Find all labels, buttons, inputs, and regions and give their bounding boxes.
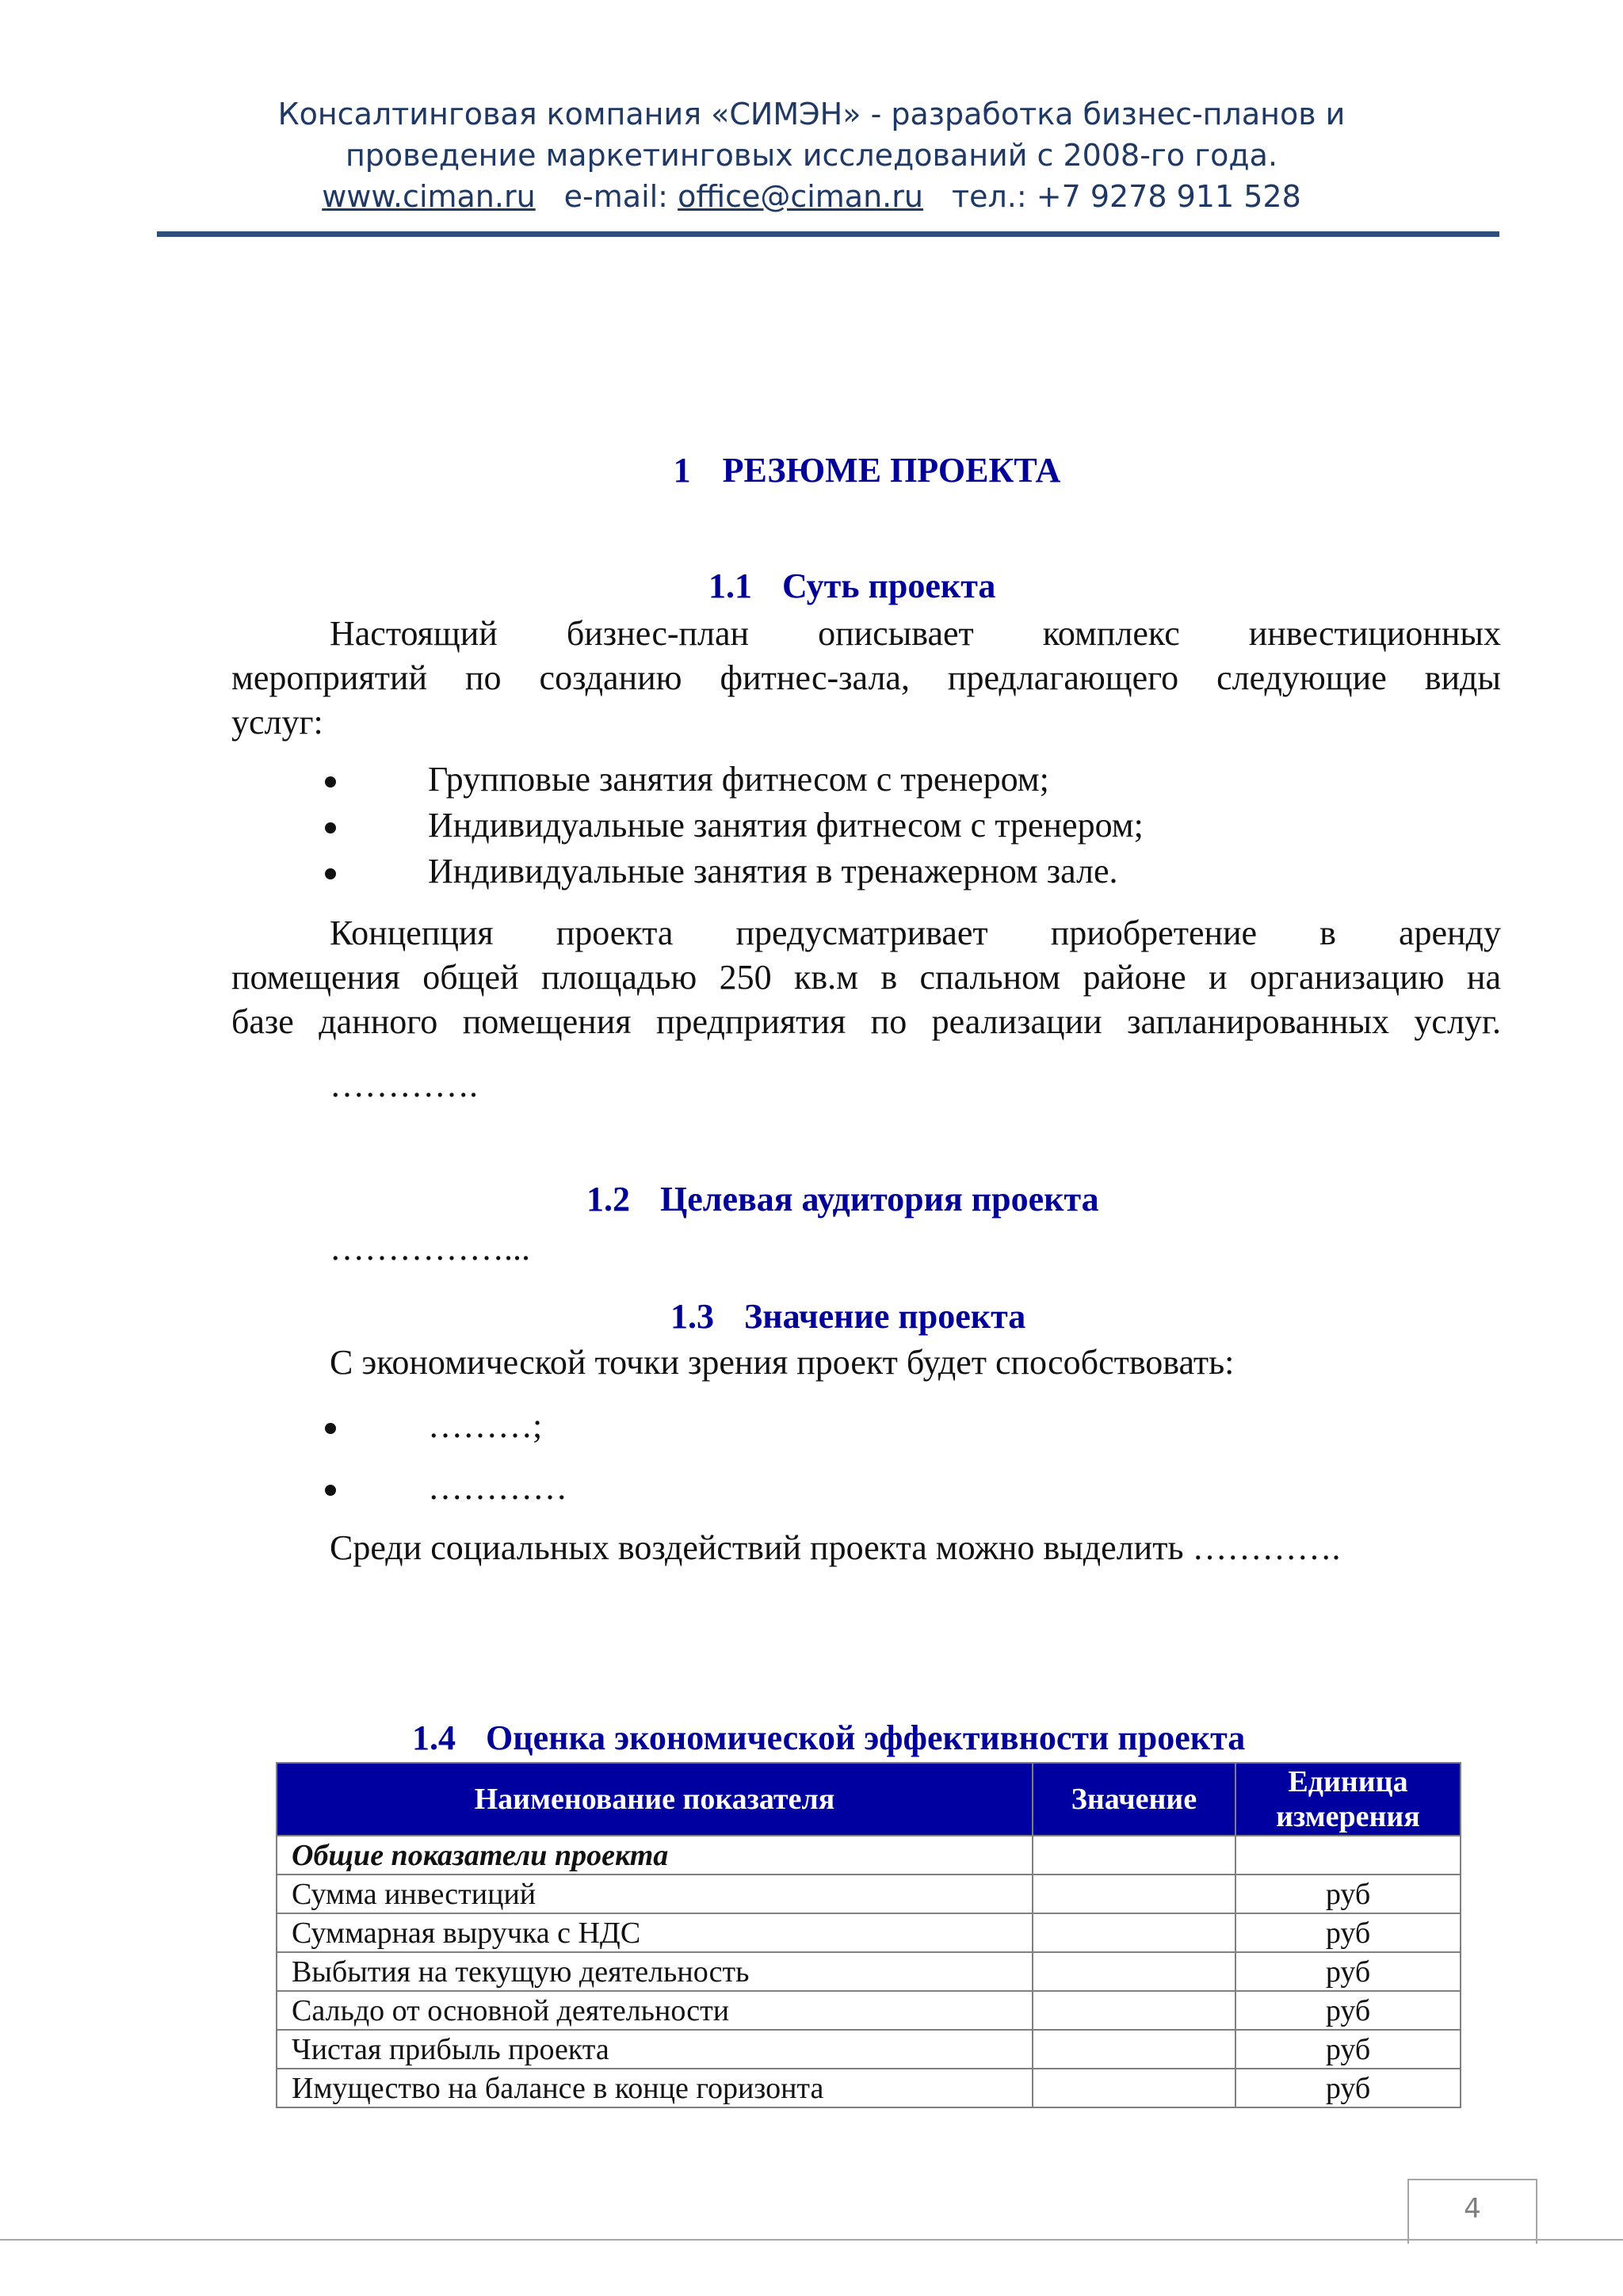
bullet-dot-icon <box>325 868 336 879</box>
phone-text: тел.: +7 9278 911 528 <box>951 179 1301 214</box>
indicator-value <box>1033 1913 1235 1952</box>
column-header-unit: Единица измерения <box>1235 1763 1461 1836</box>
indicator-value <box>1033 1875 1235 1913</box>
bullet-dot-icon <box>325 822 336 833</box>
table-cell-empty <box>1235 1836 1461 1875</box>
indicator-name: Сальдо от основной деятельности <box>277 1991 1033 2030</box>
indicator-value <box>1033 2069 1235 2107</box>
intro-paragraph: Настоящий бизнес-план описывает комплекс инвестиционных мероприятий по созданию фитнес-зала, предлагающего следующие виды услуг: <box>231 614 1501 742</box>
table-row <box>277 1913 1461 1952</box>
efficiency-table <box>276 1762 1461 2108</box>
group-label: Общие показатели проекта <box>277 1836 1033 1875</box>
economic-intro: С экономической точки зрения проект будет способствовать: <box>330 1343 1235 1382</box>
column-header-name: Наименование показателя <box>277 1763 1033 1836</box>
header-contacts <box>0 176 1623 217</box>
audience-text: ……………... <box>330 1229 530 1268</box>
indicator-unit: руб <box>1235 1991 1461 2030</box>
indicator-name: Имущество на балансе в конце горизонта <box>277 2069 1033 2107</box>
table-header-row <box>277 1763 1461 1836</box>
table-row <box>277 2069 1461 2107</box>
section-1-heading: 1 РЕЗЮМЕ ПРОЕКТА <box>673 451 1061 490</box>
section-1-3-heading: 1.3 Значение проекта <box>670 1297 1026 1336</box>
indicator-unit: руб <box>1235 1952 1461 1991</box>
table-group-row <box>277 1836 1461 1875</box>
section-1-1-heading: 1.1 Суть проекта <box>708 566 996 605</box>
header-line-2: проведение маркетинговых исследований с 2008-го года. <box>345 138 1278 173</box>
indicator-name: Сумма инвестиций <box>277 1875 1033 1913</box>
header-rule <box>157 231 1499 237</box>
table-row <box>277 1991 1461 2030</box>
indicator-unit: руб <box>1235 2069 1461 2107</box>
email-link[interactable]: office@ciman.ru <box>678 179 923 214</box>
concept-paragraph: Концепция проекта предусматривает приобретение в аренду помещения общей площадью 250 кв.м в спальном районе и организацию на базе данного помещения предприятия по реализации запланированных услуг. <box>231 913 1501 1041</box>
bullet-dot-icon <box>325 1423 336 1434</box>
table-row <box>277 2030 1461 2069</box>
table-row <box>277 1875 1461 1913</box>
indicator-unit: руб <box>1235 2030 1461 2069</box>
table-row <box>277 1952 1461 1991</box>
indicator-value <box>1033 1991 1235 2030</box>
indicator-name: Суммарная выручка с НДС <box>277 1913 1033 1952</box>
table-cell-empty <box>1033 1836 1235 1875</box>
indicator-value <box>1033 1952 1235 1991</box>
footer-rule <box>0 2239 1623 2241</box>
column-header-value: Значение <box>1033 1763 1235 1836</box>
section-1-4-heading: 1.4 Оценка экономической эффективности проекта <box>412 1718 1246 1757</box>
ellipsis-text: …………. <box>330 1066 478 1104</box>
indicator-value <box>1033 2030 1235 2069</box>
social-text: Среди социальных воздействий проекта можно выделить …………. <box>330 1528 1341 1567</box>
page-number: 4 <box>1464 2193 1481 2225</box>
indicator-unit: руб <box>1235 1875 1461 1913</box>
bullet-dot-icon <box>325 1485 336 1496</box>
website-link[interactable]: www.ciman.ru <box>322 179 536 214</box>
indicator-name: Чистая прибыль проекта <box>277 2030 1033 2069</box>
bullet-dot-icon <box>325 776 336 788</box>
email-label: e-mail: <box>563 179 668 214</box>
header-line-1: Консалтинговая компания «СИМЭН» - разработка бизнес-планов и <box>277 97 1346 132</box>
indicator-unit: руб <box>1235 1913 1461 1952</box>
section-1-2-heading: 1.2 Целевая аудитория проекта <box>586 1180 1099 1219</box>
indicator-name: Выбытия на текущую деятельность <box>277 1952 1033 1991</box>
